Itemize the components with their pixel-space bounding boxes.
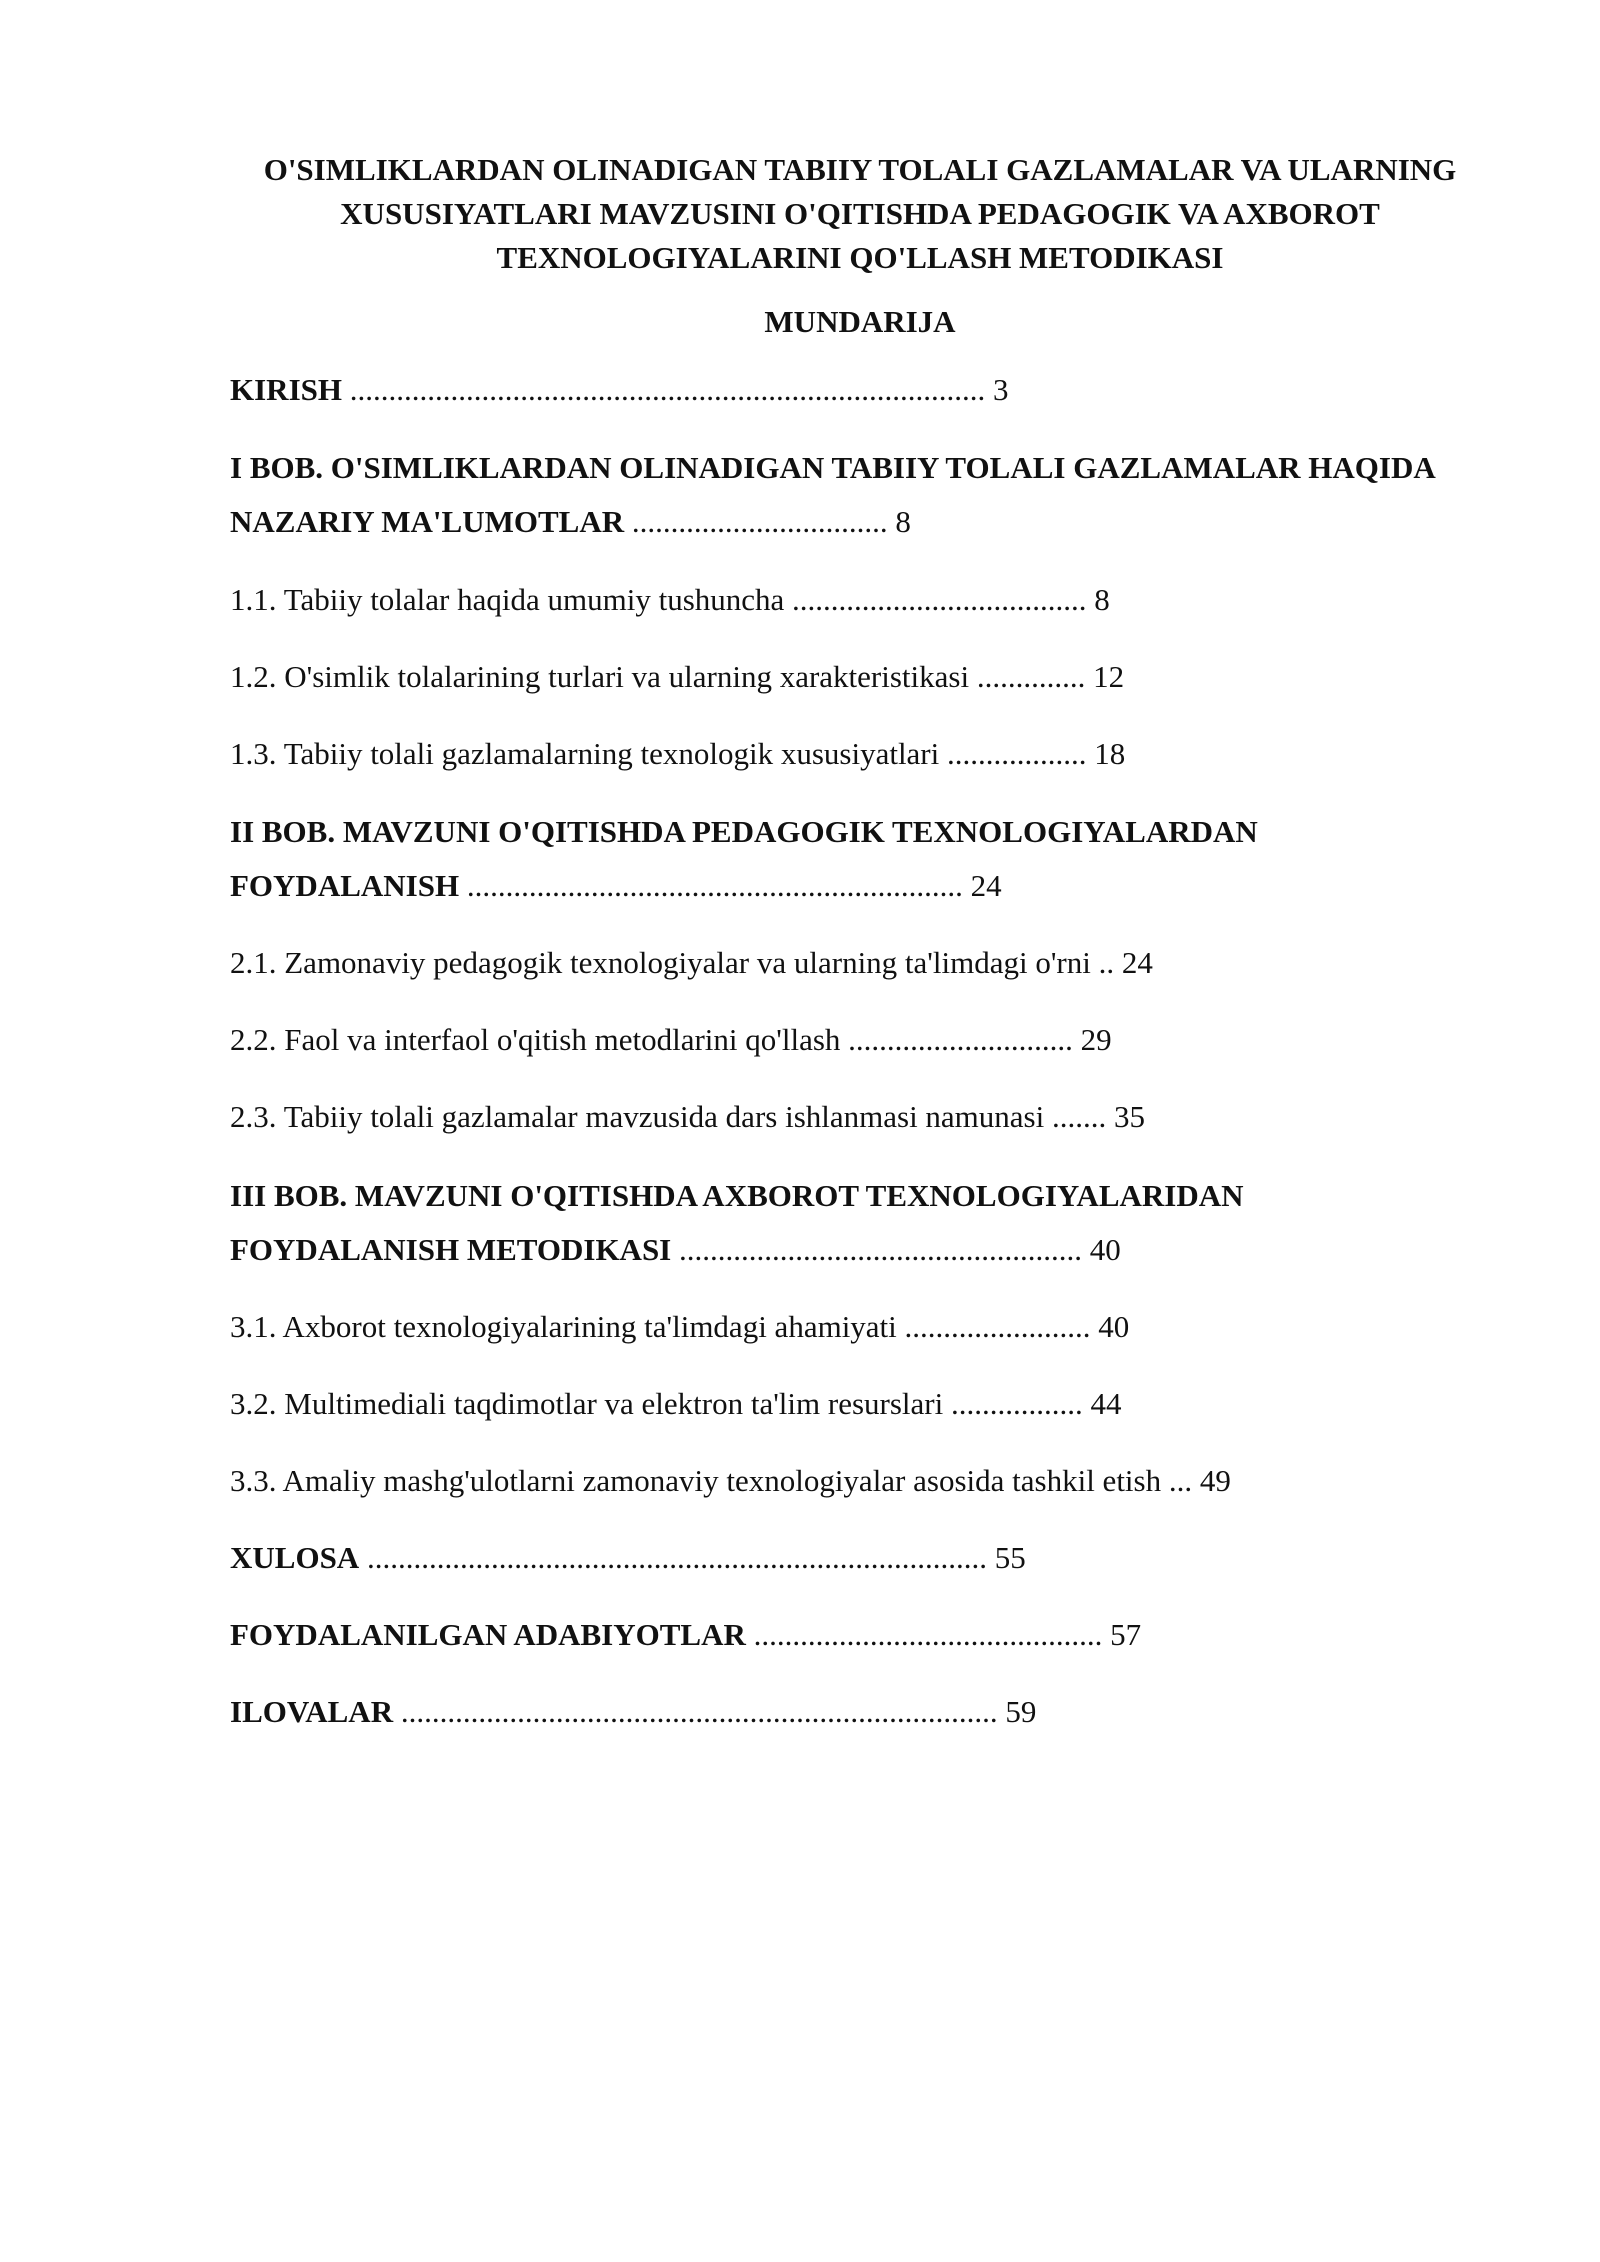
toc-entry-label: 2.1. Zamonaviy pedagogik texnologiyalar va ularning ta'limdagi o'rni xyxy=(230,945,1091,980)
toc-page-number: 18 xyxy=(1086,736,1126,771)
toc-leader-dots: ... xyxy=(1161,1463,1193,1498)
document-title xyxy=(200,148,1520,280)
toc-entry-label: 2.2. Faol va interfaol o'qitish metodlarini qo'llash xyxy=(230,1022,841,1057)
document-title-line: TEXNOLOGIYALARINI QO'LLASH METODIKASI xyxy=(496,240,1224,275)
toc-leader-dots: ....... xyxy=(1044,1099,1107,1134)
toc-leader-dots: ................. xyxy=(943,1386,1083,1421)
toc-page-number: 8 xyxy=(1086,582,1110,617)
toc-chapter-3-title xyxy=(230,1174,1550,1218)
toc-entry-3-2 xyxy=(230,1382,1550,1426)
toc-leader-dots: .................................................................................. xyxy=(341,372,986,407)
toc-page-number: 3 xyxy=(985,372,1009,407)
toc-entry-appendices xyxy=(230,1690,1550,1734)
toc-entry-label: 1.1. Tabiiy tolalar haqida umumiy tushuncha xyxy=(230,582,785,617)
toc-entry-label: NAZARIY MA'LUMOTLAR xyxy=(230,504,625,539)
toc-leader-dots: ........................ xyxy=(896,1309,1091,1344)
document-title-line: XUSUSIYATLARI MAVZUSINI O'QITISHDA PEDAGOGIK VA AXBOROT xyxy=(340,196,1380,231)
toc-entry-label: FOYDALANISH xyxy=(230,868,460,903)
toc-entry-label: 1.2. O'simlik tolalarining turlari va ularning xarakteristikasi xyxy=(230,659,970,694)
toc-page-number: 24 xyxy=(1114,945,1153,980)
toc-entry-2-1 xyxy=(230,941,1550,985)
toc-chapter-2-title xyxy=(230,810,1550,854)
toc-leader-dots: .................................................... xyxy=(671,1232,1083,1267)
toc-entry-label: 2.3. Tabiiy tolali gazlamalar mavzusida dars ishlanmasi namunasi xyxy=(230,1099,1045,1134)
toc-entry-xulosa xyxy=(230,1536,1550,1580)
toc-entry-label: ILOVALAR xyxy=(230,1694,394,1729)
toc-entry-label: XULOSA xyxy=(230,1540,360,1575)
toc-page-number: 35 xyxy=(1106,1099,1145,1134)
toc-leader-dots: ................................................................................ xyxy=(359,1540,987,1575)
toc-entry-kirish xyxy=(230,368,1550,412)
toc-leader-dots: ................................................................ xyxy=(459,868,963,903)
toc-entry-label: I BOB. O'SIMLIKLARDAN OLINADIGAN TABIIY TOLALI GAZLAMALAR HAQIDA xyxy=(230,450,1436,485)
toc-page-number: 29 xyxy=(1072,1022,1112,1057)
toc-entry-label: 3.3. Amaliy mashg'ulotlarni zamonaviy texnologiyalar asosida tashkil etish xyxy=(230,1463,1162,1498)
document-title-line: O'SIMLIKLARDAN OLINADIGAN TABIIY TOLALI GAZLAMALAR VA ULARNING xyxy=(263,152,1457,187)
toc-chapter-1-title xyxy=(230,446,1550,490)
toc-page-number: 44 xyxy=(1082,1386,1122,1421)
toc-entry-1-2 xyxy=(230,655,1550,699)
toc-entry-2-2 xyxy=(230,1018,1550,1062)
toc-leader-dots: .................. xyxy=(939,736,1087,771)
toc-page-number: 40 xyxy=(1082,1232,1121,1267)
toc-page-number: 55 xyxy=(986,1540,1026,1575)
toc-entry-1-1 xyxy=(230,578,1550,622)
toc-entry-3-1 xyxy=(230,1305,1550,1349)
toc-entry-references xyxy=(230,1613,1550,1657)
toc-entry-label: FOYDALANISH METODIKASI xyxy=(230,1232,672,1267)
toc-entry-3-3 xyxy=(230,1459,1550,1503)
toc-entry-chapter-1 xyxy=(230,500,1550,544)
toc-leader-dots: ............................. xyxy=(840,1022,1073,1057)
toc-entry-chapter-2 xyxy=(230,864,1550,908)
toc-entry-label: II BOB. MAVZUNI O'QITISHDA PEDAGOGIK TEXNOLOGIYALARDAN xyxy=(230,814,1258,849)
toc-page-number: 24 xyxy=(962,868,1002,903)
toc-leader-dots: ................................. xyxy=(624,504,888,539)
toc-heading: MUNDARIJA xyxy=(764,304,956,339)
toc-entry-chapter-3 xyxy=(230,1228,1550,1272)
toc-entry-label: 1.3. Tabiiy tolali gazlamalarning texnologik xususiyatlari xyxy=(230,736,940,771)
toc-entry-2-3 xyxy=(230,1095,1550,1139)
toc-page-number: 8 xyxy=(887,504,911,539)
toc-page-number: 49 xyxy=(1192,1463,1231,1498)
toc-entry-label: FOYDALANILGAN ADABIYOTLAR xyxy=(230,1617,746,1652)
toc-leader-dots: .............. xyxy=(969,659,1086,694)
toc-entry-label: KIRISH xyxy=(230,372,342,407)
toc-leader-dots: ...................................... xyxy=(784,582,1087,617)
toc-entry-label: III BOB. MAVZUNI O'QITISHDA AXBOROT TEXNOLOGIYALARIDAN xyxy=(230,1178,1244,1213)
toc-page-number: 40 xyxy=(1090,1309,1130,1344)
toc-leader-dots: .. xyxy=(1090,945,1115,980)
toc-leader-dots: ............................................................................. xyxy=(393,1694,998,1729)
toc-page-number: 59 xyxy=(997,1694,1037,1729)
toc-entry-label: 3.2. Multimediali taqdimotlar va elektron ta'lim resurslari xyxy=(230,1386,944,1421)
toc-page-number: 12 xyxy=(1085,659,1125,694)
toc-entry-1-3 xyxy=(230,732,1550,776)
toc-leader-dots: ............................................. xyxy=(745,1617,1103,1652)
toc-page-number: 57 xyxy=(1102,1617,1142,1652)
toc-entry-label: 3.1. Axborot texnologiyalarining ta'limdagi ahamiyati xyxy=(230,1309,897,1344)
